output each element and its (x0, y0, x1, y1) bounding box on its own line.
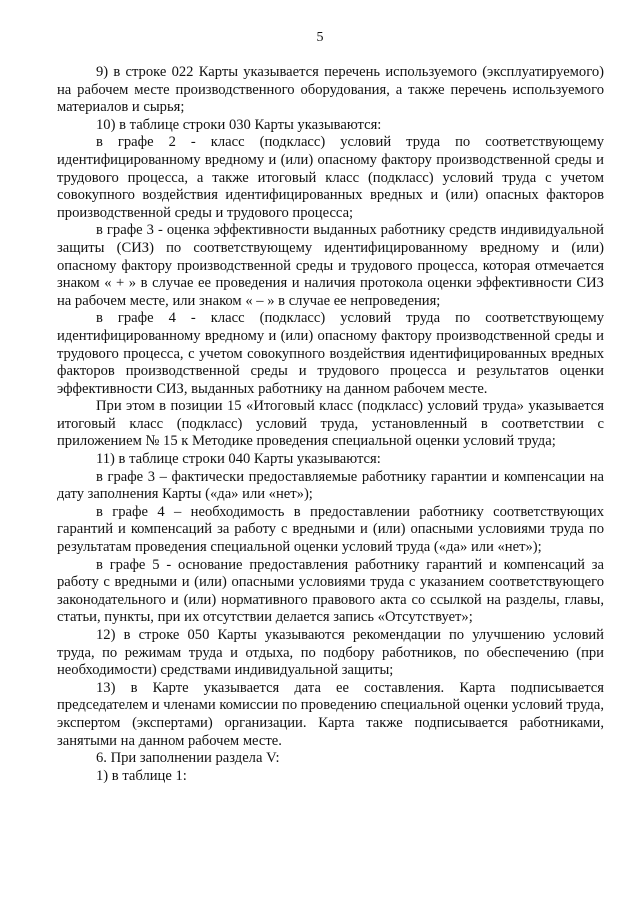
paragraph-column-5-basis: в графе 5 - основание предоставления работнику гарантий и компенсаций за работу с вредными и (или) опасными условиями труда с указанием соответствующего законодательного и (или) нормативного правового акта со ссылкой на разделы, главы, статьи, пункты, при их отсутствии делается запись «Отсутствует»; (57, 556, 604, 626)
paragraph-column-3-guarantees: в графе 3 – фактически предоставляемые работнику гарантии и компенсации на дату заполнения Карты («да» или «нет»); (57, 468, 604, 503)
paragraph-item-13: 13) в Карте указывается дата ее составления. Карта подписывается председателем и членами комиссии по проведению специальной оценки условий труда, экспертом (экспертами) организации. Карта также подписывается работниками, занятыми на данном рабочем месте. (57, 679, 604, 749)
paragraph-item-10: 10) в таблице строки 030 Карты указываются: (96, 116, 382, 133)
paragraph-column-4: в графе 4 - класс (подкласс) условий труда по соответствующему идентифицированному вредному и (или) опасному фактору производственной среды и трудового процесса, с учетом совокупного воздействия идентифицированных вредных факторов производственной среды и трудового процесса и результатов оценки эффективности СИЗ, выданных работнику на данном рабочем месте. (57, 310, 604, 397)
paragraph-item-11: 11) в таблице строки 040 Карты указываются: (96, 451, 381, 468)
paragraph-section-6: 6. При заполнении раздела V: (96, 750, 280, 767)
paragraph-column-2: в графе 2 - класс (подкласс) условий труда по соответствующему идентифицированному вредному и (или) опасному фактору производственной среды и трудового процесса, а также итоговый класс (подкласс) условий труда с учетом совокупного воздействия идентифицированных вредных и (или) опасных факторов производственной среды и трудового процесса; (57, 134, 604, 221)
page-number: 5 (316, 30, 324, 45)
paragraph-item-12: 12) в строке 050 Карты указываются рекомендации по улучшению условий труда, по режимам труда и отдыха, по подбору работников, по обеспечению (при необходимости) средствами индивидуальной защиты; (57, 627, 604, 679)
paragraph-item-9: 9) в строке 022 Карты указывается перечень используемого (эксплуатируемого) на рабочем месте производственного оборудования, а также перечень используемого материалов и сырья; (57, 64, 604, 116)
paragraph-position-15: При этом в позиции 15 «Итоговый класс (подкласс) условий труда» указывается итоговый класс (подкласс) условий труда, установленный в соответствии с приложением № 15 к Методике проведения специальной оценки условий труда; (57, 398, 604, 450)
paragraph-table-1: 1) в таблице 1: (96, 767, 187, 784)
paragraph-column-4-necessity: в графе 4 – необходимость в предоставлении работнику соответствующих гарантий и компенсаций за работу с вредными и (или) опасными условиями труда по результатам проведения специальной оценки условий труда («да» или «нет»); (57, 503, 604, 556)
document-body (57, 64, 604, 785)
paragraph-column-3: в графе 3 - оценка эффективности выданных работнику средств индивидуальной защиты (СИЗ) по соответствующему идентифицированному вредному и (или) опасному фактору производственной среды и трудового процесса, которая отмечается знаком « + » в случае ее проведения и наличия протокола оценки эффективности СИЗ на рабочем месте, или знаком « – » в случае ее непроведения; (57, 222, 604, 309)
